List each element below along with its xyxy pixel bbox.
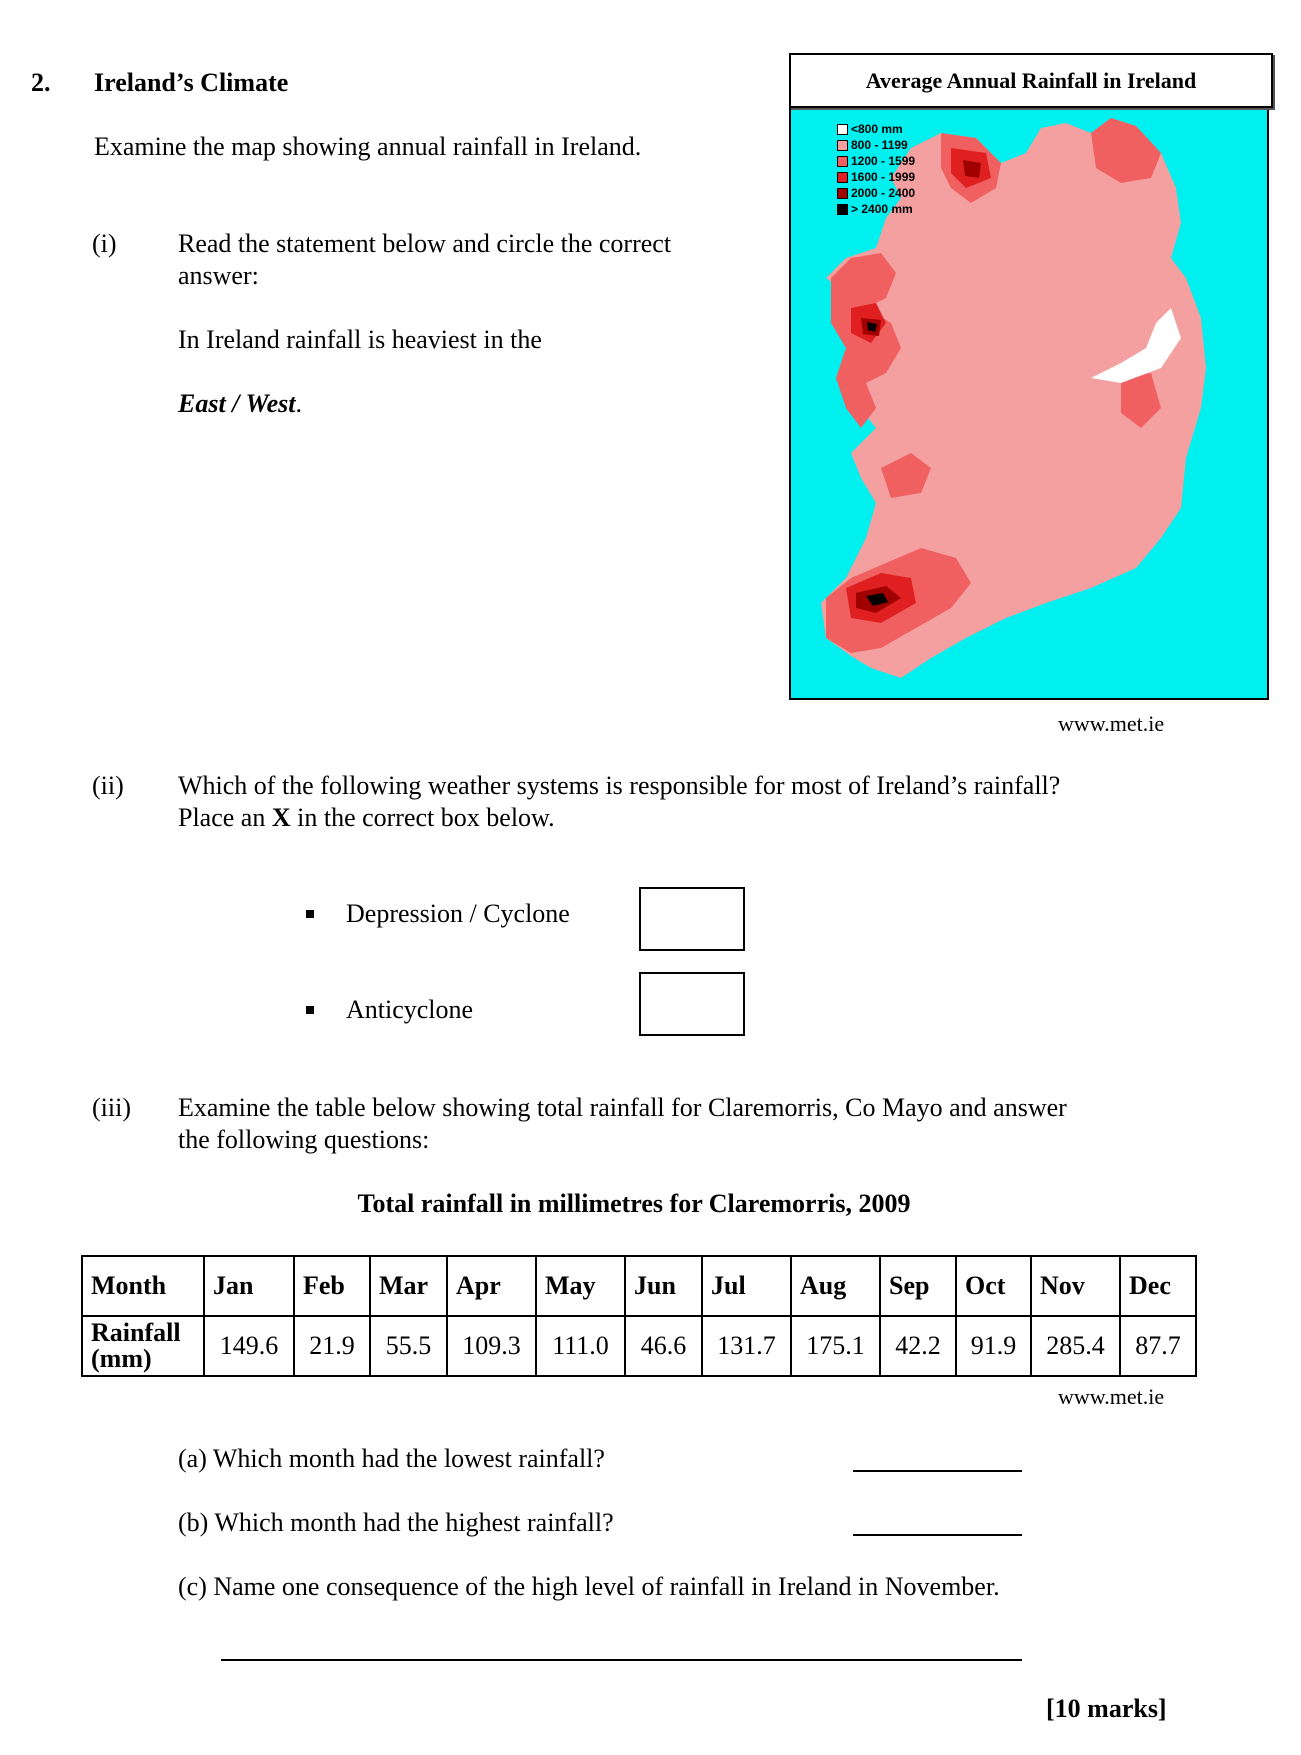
table-source: www.met.ie [1058,1384,1165,1409]
value-cell: 111.0 [536,1316,625,1376]
value-cell: 109.3 [447,1316,536,1376]
map-title: Average Annual Rainfall in Ireland [789,53,1273,108]
legend-swatch [837,156,848,167]
east-west-choice[interactable]: East / West [178,389,296,418]
legend-item: 1200 - 1599 [837,153,915,169]
answer-line-b[interactable] [853,1534,1022,1536]
bullet-icon [306,1006,314,1014]
anticyclone-answer-box[interactable] [639,972,745,1036]
month-cell: Sep [880,1256,956,1316]
answer-line-a[interactable] [853,1470,1022,1472]
map-source: www.met.ie [1058,711,1165,736]
month-cell: May [536,1256,625,1316]
legend-swatch [837,140,848,151]
month-cell: Jul [702,1256,791,1316]
part-i-statement: In Ireland rainfall is heaviest in the [178,325,542,354]
value-cell: 175.1 [791,1316,880,1376]
month-cell: Oct [956,1256,1031,1316]
answer-line-c[interactable] [221,1659,1022,1661]
part-i-answer-options[interactable] [178,388,302,420]
value-cell: 149.6 [204,1316,294,1376]
legend-swatch [837,172,848,183]
value-cell: 21.9 [294,1316,370,1376]
part-iii-number: (iii) [92,1093,131,1122]
value-cell: 87.7 [1120,1316,1196,1376]
legend-item: 2000 - 2400 [837,185,915,201]
legend-item: 800 - 1199 [837,137,915,153]
value-cell: 46.6 [625,1316,702,1376]
value-cell: 131.7 [702,1316,791,1376]
rainfall-table [81,1255,1197,1377]
month-cell: Apr [447,1256,536,1316]
depression-answer-box[interactable] [639,887,745,951]
legend-item: 1600 - 1999 [837,169,915,185]
legend-item: > 2400 mm [837,201,915,217]
month-cell: Feb [294,1256,370,1316]
question-number: 2. [31,68,51,97]
month-cell: Mar [370,1256,447,1316]
part-ii-line2: Place an X in the correct box below. [178,803,555,832]
row-header-month: Month [82,1256,204,1316]
period: . [295,389,303,418]
value-cell: 91.9 [956,1316,1031,1376]
value-cell: 285.4 [1031,1316,1120,1376]
part-i-number: (i) [92,229,117,258]
legend-swatch [837,124,848,135]
part-ii-number: (ii) [92,771,124,800]
table-title: Total rainfall in millimetres for Claremorris, 2009 [357,1189,911,1218]
part-ii-line1: Which of the following weather systems is responsible for most of Ireland’s rainfall? [178,771,1061,800]
part-iii-line1: Examine the table below showing total rainfall for Claremorris, Co Mayo and answer [178,1093,1067,1122]
table-row-rainfall [82,1316,1196,1376]
question-b: (b) Which month had the highest rainfall? [178,1508,614,1537]
option-depression: Depression / Cyclone [346,899,570,928]
month-cell: Jan [204,1256,294,1316]
question-title: Ireland’s Climate [94,68,289,97]
part-i-line2: answer: [178,261,259,290]
month-cell: Jun [625,1256,702,1316]
table-row-months [82,1256,1196,1316]
month-cell: Nov [1031,1256,1120,1316]
marks-label: [10 marks] [1046,1694,1167,1723]
intro-text: Examine the map showing annual rainfall in Ireland. [94,132,642,161]
month-cell: Aug [791,1256,880,1316]
question-a: (a) Which month had the lowest rainfall? [178,1444,605,1473]
month-cell: Dec [1120,1256,1196,1316]
value-cell: 55.5 [370,1316,447,1376]
part-i-line1: Read the statement below and circle the correct [178,229,672,258]
row-header-rainfall: Rainfall (mm) [82,1316,204,1376]
value-cell: 42.2 [880,1316,956,1376]
legend-swatch [837,188,848,199]
question-c: (c) Name one consequence of the high level of rainfall in Ireland in November. [178,1572,1000,1601]
legend-item: <800 mm [837,121,915,137]
bullet-icon [306,910,314,918]
legend-swatch [837,204,848,215]
part-iii-line2: the following questions: [178,1125,430,1154]
option-anticyclone: Anticyclone [346,995,474,1024]
map-legend [837,121,915,217]
